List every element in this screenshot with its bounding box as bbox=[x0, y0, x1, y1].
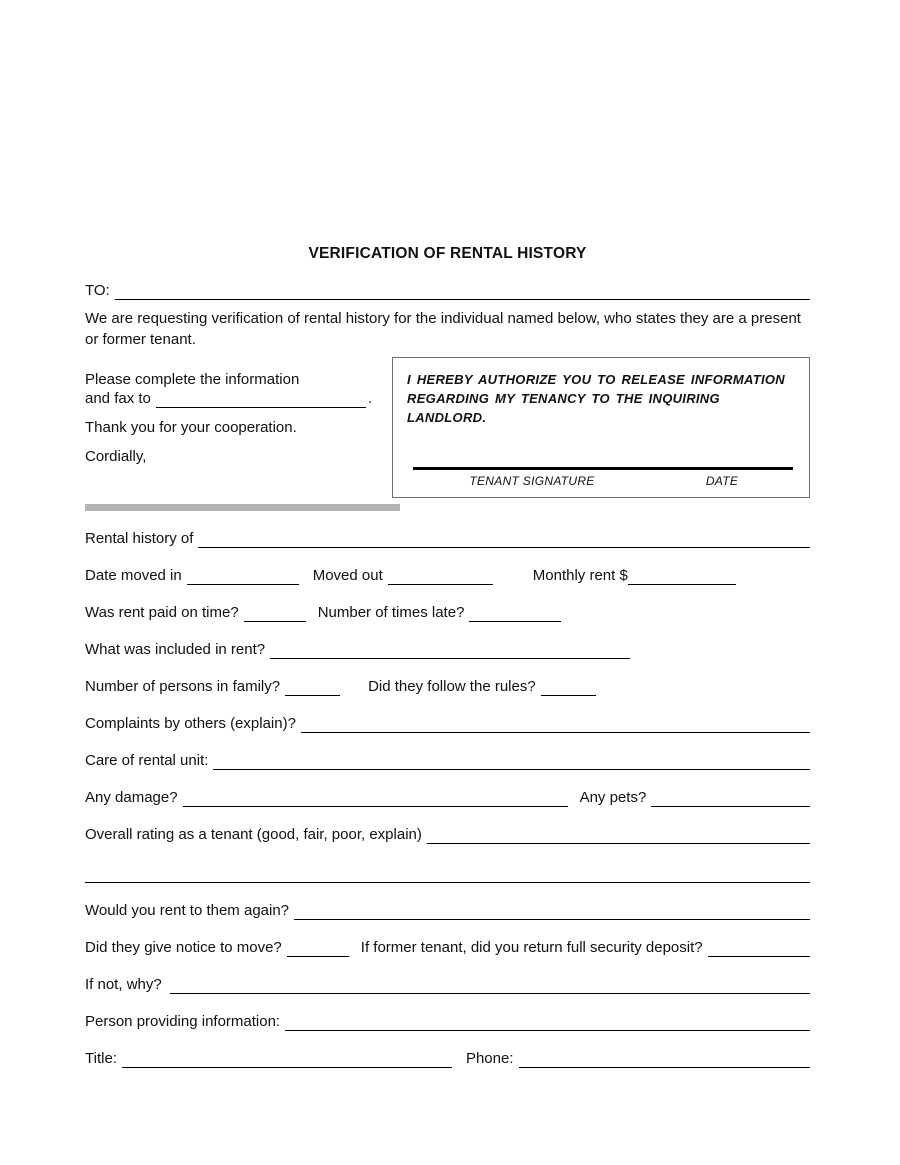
moved-out-label: Moved out bbox=[312, 567, 383, 584]
security-deposit-blank[interactable] bbox=[708, 940, 810, 957]
fax-suffix: . bbox=[367, 390, 373, 407]
person-providing-label: Person providing information: bbox=[85, 1013, 281, 1030]
date-line[interactable] bbox=[651, 459, 793, 470]
care-of-unit-row bbox=[85, 751, 810, 770]
complaints-row bbox=[85, 714, 810, 733]
intro-text: We are requesting verification of rental history for the individual named below, who states they are a present or former tenant. bbox=[85, 310, 801, 348]
fax-blank[interactable] bbox=[156, 391, 366, 408]
moved-out-blank[interactable] bbox=[388, 568, 493, 585]
if-not-why-row bbox=[85, 975, 810, 994]
rental-history-label: Rental history of bbox=[85, 530, 194, 547]
any-pets-blank[interactable] bbox=[651, 790, 810, 807]
included-in-rent-blank[interactable] bbox=[270, 642, 630, 659]
notice-to-move-blank[interactable] bbox=[287, 940, 349, 957]
letter-line1: Please complete the information bbox=[85, 371, 300, 388]
fax-row bbox=[85, 389, 392, 408]
rent-again-blank[interactable] bbox=[294, 903, 810, 920]
overall-rating-continued-blank[interactable] bbox=[85, 866, 810, 883]
authorization-line1: I HEREBY AUTHORIZE YOU TO RELEASE INFORMATION bbox=[407, 372, 785, 387]
thanks-text: Thank you for your cooperation. bbox=[85, 419, 297, 436]
any-pets-label: Any pets? bbox=[579, 789, 647, 806]
overall-rating-blank[interactable] bbox=[427, 827, 810, 844]
times-late-blank[interactable] bbox=[469, 605, 561, 622]
care-of-unit-blank[interactable] bbox=[213, 753, 810, 770]
any-damage-blank[interactable] bbox=[183, 790, 568, 807]
person-providing-row bbox=[85, 1012, 810, 1031]
persons-in-family-blank[interactable] bbox=[285, 679, 340, 696]
if-not-why-blank[interactable] bbox=[170, 977, 810, 994]
rent-again-row bbox=[85, 901, 810, 920]
monthly-rent-blank[interactable] bbox=[628, 568, 736, 585]
date-moved-in-label: Date moved in bbox=[85, 567, 182, 584]
any-damage-label: Any damage? bbox=[85, 789, 178, 806]
monthly-rent-label: Monthly rent $ bbox=[532, 567, 628, 584]
persons-in-family-label: Number of persons in family? bbox=[85, 678, 281, 695]
tenant-signature-line[interactable] bbox=[413, 459, 651, 470]
fax-label: and fax to bbox=[85, 390, 151, 407]
overall-rating-label: Overall rating as a tenant (good, fair, poor, explain) bbox=[85, 826, 422, 843]
overall-rating-row bbox=[85, 825, 810, 844]
title-phone-row bbox=[85, 1049, 810, 1068]
rent-on-time-label: Was rent paid on time? bbox=[85, 604, 239, 621]
follow-rules-label: Did they follow the rules? bbox=[368, 678, 536, 695]
tenant-signature-label: TENANT SIGNATURE bbox=[469, 474, 595, 488]
included-in-rent-label: What was included in rent? bbox=[85, 641, 266, 658]
to-row bbox=[85, 281, 810, 300]
letter-column bbox=[85, 357, 392, 466]
to-blank[interactable] bbox=[115, 283, 810, 300]
rent-again-label: Would you rent to them again? bbox=[85, 902, 290, 919]
authorization-text bbox=[407, 370, 795, 427]
phone-label: Phone: bbox=[465, 1050, 514, 1067]
complaints-blank[interactable] bbox=[301, 716, 810, 733]
title-blank[interactable] bbox=[122, 1051, 452, 1068]
tenant-signature-block bbox=[413, 459, 651, 489]
follow-rules-blank[interactable] bbox=[541, 679, 596, 696]
rent-on-time-blank[interactable] bbox=[244, 605, 306, 622]
person-providing-blank[interactable] bbox=[285, 1014, 810, 1031]
dates-rent-row bbox=[85, 566, 810, 585]
authorization-box bbox=[392, 357, 810, 498]
notice-to-move-label: Did they give notice to move? bbox=[85, 939, 282, 956]
date-block bbox=[651, 459, 793, 489]
if-not-why-label: If not, why? bbox=[85, 976, 162, 993]
date-moved-in-blank[interactable] bbox=[187, 568, 299, 585]
rental-history-row bbox=[85, 529, 810, 548]
authorization-line2: REGARDING MY TENANCY TO THE INQUIRING LANDLORD. bbox=[407, 391, 720, 425]
complaints-label: Complaints by others (explain)? bbox=[85, 715, 296, 732]
notice-deposit-row bbox=[85, 938, 810, 957]
rental-history-blank[interactable] bbox=[198, 531, 810, 548]
rent-timeliness-row bbox=[85, 603, 810, 622]
security-deposit-label: If former tenant, did you return full security deposit? bbox=[360, 939, 703, 956]
family-rules-row bbox=[85, 677, 810, 696]
to-label: TO: bbox=[85, 282, 110, 299]
care-of-unit-label: Care of rental unit: bbox=[85, 752, 209, 769]
page-title: VERIFICATION OF RENTAL HISTORY bbox=[308, 245, 587, 262]
phone-blank[interactable] bbox=[519, 1051, 811, 1068]
title-label: Title: bbox=[85, 1050, 117, 1067]
closing-text: Cordially, bbox=[85, 448, 147, 465]
section-divider-bar bbox=[85, 504, 400, 511]
included-in-rent-row bbox=[85, 640, 810, 659]
signature-area bbox=[407, 459, 795, 489]
damage-pets-row bbox=[85, 788, 810, 807]
middle-section bbox=[85, 357, 810, 498]
times-late-label: Number of times late? bbox=[317, 604, 465, 621]
date-label: DATE bbox=[705, 474, 739, 488]
overall-rating-continued-row bbox=[85, 866, 810, 883]
